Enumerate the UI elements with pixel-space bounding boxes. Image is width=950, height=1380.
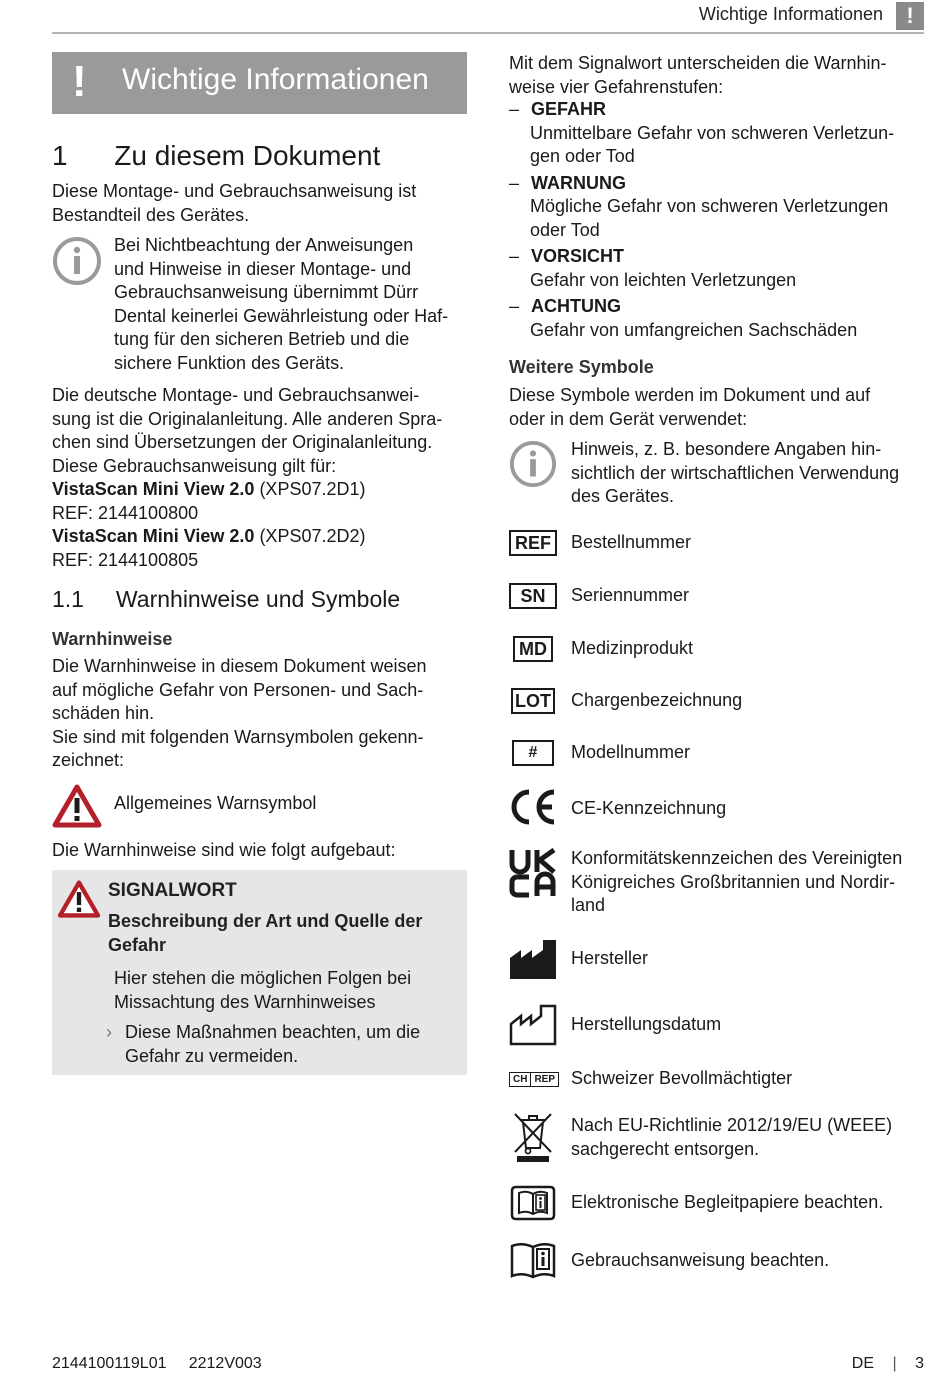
sn-tag: SN	[509, 583, 556, 609]
warning-triangle-icon	[52, 784, 102, 828]
ukca-icon	[509, 848, 557, 898]
text-line: Hinweis, z. B. besondere Angaben hin-	[571, 439, 882, 459]
warnings-paragraph	[52, 655, 482, 773]
symbol-label: Modellnummer	[571, 742, 691, 762]
text-line: Hier stehen die möglichen Folgen bei	[114, 968, 412, 988]
text-line: Diese Maßnahmen beachten, um die	[125, 1022, 421, 1042]
product-name: VistaScan Mini View 2.0	[52, 526, 255, 546]
text-line: Gefahr von umfangreichen Sachschäden	[530, 319, 858, 340]
text-line: Gebrauchsanweisung übernimmt Dürr	[114, 282, 419, 302]
page-number: 3	[915, 1355, 924, 1372]
dash: –	[509, 172, 520, 193]
text-line: sung ist die Originalanleitung. Alle anderen Spra-	[52, 408, 443, 429]
symbol-label: Seriennummer	[571, 585, 690, 605]
level-word: VORSICHT	[531, 246, 625, 266]
separator: |	[892, 1355, 897, 1372]
text-line: des Gerätes.	[571, 486, 675, 506]
symbol-label: Herstellungsdatum	[571, 1014, 722, 1034]
weee-icon	[509, 1110, 557, 1164]
symbol-label: Bestellnummer	[571, 532, 692, 552]
text-line: Konformitätskennzeichen des Vereinigten	[571, 848, 903, 868]
rep-tag: REP	[531, 1072, 559, 1087]
document-number: 2144100119L01 2212V003	[52, 1355, 262, 1372]
text-line: oder Tod	[530, 219, 600, 240]
header-divider	[52, 32, 924, 34]
liability-note	[114, 234, 474, 375]
text-line: Dental keinerlei Gewährleistung oder Haf-	[114, 305, 449, 326]
text-line: Königreiches Großbritannien und Nordir-	[571, 871, 896, 892]
banner-title: Wichtige Informationen	[122, 63, 429, 96]
text-line: Missachtung des Warnhinweises	[114, 991, 376, 1012]
ref-number: REF: 2144100805	[52, 549, 199, 570]
dash: –	[509, 296, 520, 316]
subheading-warnhinweise: Warnhinweise	[52, 629, 173, 649]
symbol-label: Schweizer Bevollmächtigter	[571, 1068, 793, 1088]
product-code: (XPS07.2D1)	[254, 479, 366, 499]
text-line: chen sind Übersetzungen der Originalanleitung.	[52, 432, 433, 452]
text-line: land	[571, 895, 606, 915]
chevron-right-icon: ›	[106, 1022, 112, 1042]
text-line: Mit dem Signalwort unterscheiden die Warnhin-	[509, 53, 887, 73]
text-line: Mögliche Gefahr von schweren Verletzungen	[530, 196, 889, 216]
signal-word-intro	[509, 52, 929, 99]
text-line: und Hinweise in dieser Montage- und	[114, 258, 412, 279]
text-line: schäden hin.	[52, 703, 155, 723]
warning-triangle-icon	[57, 880, 101, 918]
lot-tag: LOT	[511, 688, 555, 714]
md-icon	[509, 636, 557, 662]
product-line	[52, 478, 482, 502]
text-line: gen oder Tod	[530, 146, 635, 166]
intro-paragraph	[52, 180, 467, 227]
level-word: GEFAHR	[531, 99, 607, 119]
symbol-label: Elektronische Begleitpapiere beachten.	[571, 1192, 884, 1212]
manufacturer-icon	[509, 938, 557, 980]
text-line: Unmittelbare Gefahr von schweren Verletzun-	[530, 122, 895, 143]
e-docs-icon	[509, 1185, 557, 1221]
symbol-label: Gebrauchsanweisung beachten.	[571, 1250, 830, 1270]
dash: –	[509, 99, 520, 119]
subheading-weitere-symbole: Weitere Symbole	[509, 357, 654, 377]
ce-icon	[509, 788, 557, 826]
symbol-label: CE-Kennzeichnung	[571, 798, 727, 818]
text-line: sichere Funktion des Geräts.	[114, 352, 345, 373]
text-line: auf mögliche Gefahr von Personen- und Sach-	[52, 679, 424, 700]
product-line	[52, 525, 482, 549]
product-name: VistaScan Mini View 2.0	[52, 479, 255, 499]
symbol-label	[571, 1114, 931, 1161]
heading-zu-diesem-dokument: 1 Zu diesem Dokument	[52, 140, 381, 171]
list-item	[509, 172, 934, 196]
sn-icon	[509, 583, 557, 609]
level-word: ACHTUNG	[531, 296, 621, 316]
consequences-text	[114, 967, 464, 1014]
text-line: weise vier Gefahrenstufen:	[509, 76, 724, 97]
ch-tag: CH	[509, 1072, 531, 1087]
signal-word: SIGNALWORT	[108, 880, 237, 901]
ch-rep-icon	[509, 1072, 559, 1087]
symbol-label: Chargenbezeichnung	[571, 690, 743, 710]
level-word: WARNUNG	[531, 172, 626, 193]
language-code: DE	[851, 1355, 875, 1372]
dash: –	[509, 246, 520, 266]
symbol-label	[571, 438, 931, 509]
text-line: Die deutsche Montage- und Gebrauchsanwei-	[52, 385, 420, 405]
text-line: tung für den sicheren Betrieb und die	[114, 329, 410, 349]
text-line: Diese Symbole werden im Dokument und auf	[509, 385, 871, 405]
list-item	[509, 295, 934, 319]
measures-text	[125, 1021, 465, 1068]
exclamation-icon: !	[896, 2, 924, 30]
hazard-description	[108, 910, 458, 957]
info-icon	[52, 236, 102, 286]
running-header-title: Wichtige Informationen	[698, 4, 883, 24]
product-code: (XPS07.2D2)	[254, 526, 366, 546]
exclamation-icon: !	[72, 57, 87, 106]
text-line: Gefahr	[108, 934, 167, 955]
ref-number: REF: 2144100800	[52, 502, 199, 523]
md-tag: MD	[513, 636, 553, 662]
text-line: Diese Gebrauchsanweisung gilt für:	[52, 455, 337, 476]
model-icon	[509, 740, 557, 766]
text-line: Gefahr zu vermeiden.	[125, 1045, 299, 1066]
text-line: Bei Nichtbeachtung der Anweisungen	[114, 235, 414, 255]
text-line: sichtlich der wirtschaftlichen Verwendung	[571, 462, 900, 483]
symbol-label: Hersteller	[571, 948, 649, 968]
text-line: sachgerecht entsorgen.	[571, 1138, 760, 1159]
page-footer	[852, 1355, 924, 1373]
hazard-levels-list	[509, 98, 934, 342]
original-instructions-paragraph	[52, 384, 482, 572]
symbol-label	[571, 847, 931, 918]
text-line: Beschreibung der Art und Quelle der	[108, 911, 423, 931]
text-line: Gefahr von leichten Verletzungen	[530, 269, 797, 290]
text-line: Die Warnhinweise in diesem Dokument weisen	[52, 656, 427, 676]
text-line: zeichnet:	[52, 750, 125, 770]
manufacture-date-icon	[509, 1004, 557, 1046]
text-line: Diese Montage- und Gebrauchsanweisung ist	[52, 181, 417, 201]
text-line: Nach EU-Richtlinie 2012/19/EU (WEEE)	[571, 1115, 893, 1135]
lot-icon	[509, 688, 557, 714]
text-line: Bestandteil des Gerätes.	[52, 204, 250, 225]
manual-icon	[509, 1240, 557, 1280]
ref-icon	[509, 530, 557, 556]
general-warning-label: Allgemeines Warnsymbol	[114, 793, 317, 813]
section-banner	[52, 52, 467, 114]
ref-tag: REF	[509, 530, 557, 556]
list-item	[509, 98, 934, 122]
text-line: Sie sind mit folgenden Warnsymbolen gekenn-	[52, 726, 424, 747]
info-icon	[509, 440, 557, 488]
model-tag: #	[512, 740, 555, 766]
list-item	[509, 245, 934, 269]
symbols-intro	[509, 384, 919, 431]
symbol-label: Medizinprodukt	[571, 638, 694, 658]
structure-intro: Die Warnhinweise sind wie folgt aufgebaut:	[52, 840, 396, 860]
text-line: oder in dem Gerät verwendet:	[509, 408, 748, 429]
heading-warnhinweise-und-symbole: 1.1 Warnhinweise und Symbole	[52, 586, 401, 612]
